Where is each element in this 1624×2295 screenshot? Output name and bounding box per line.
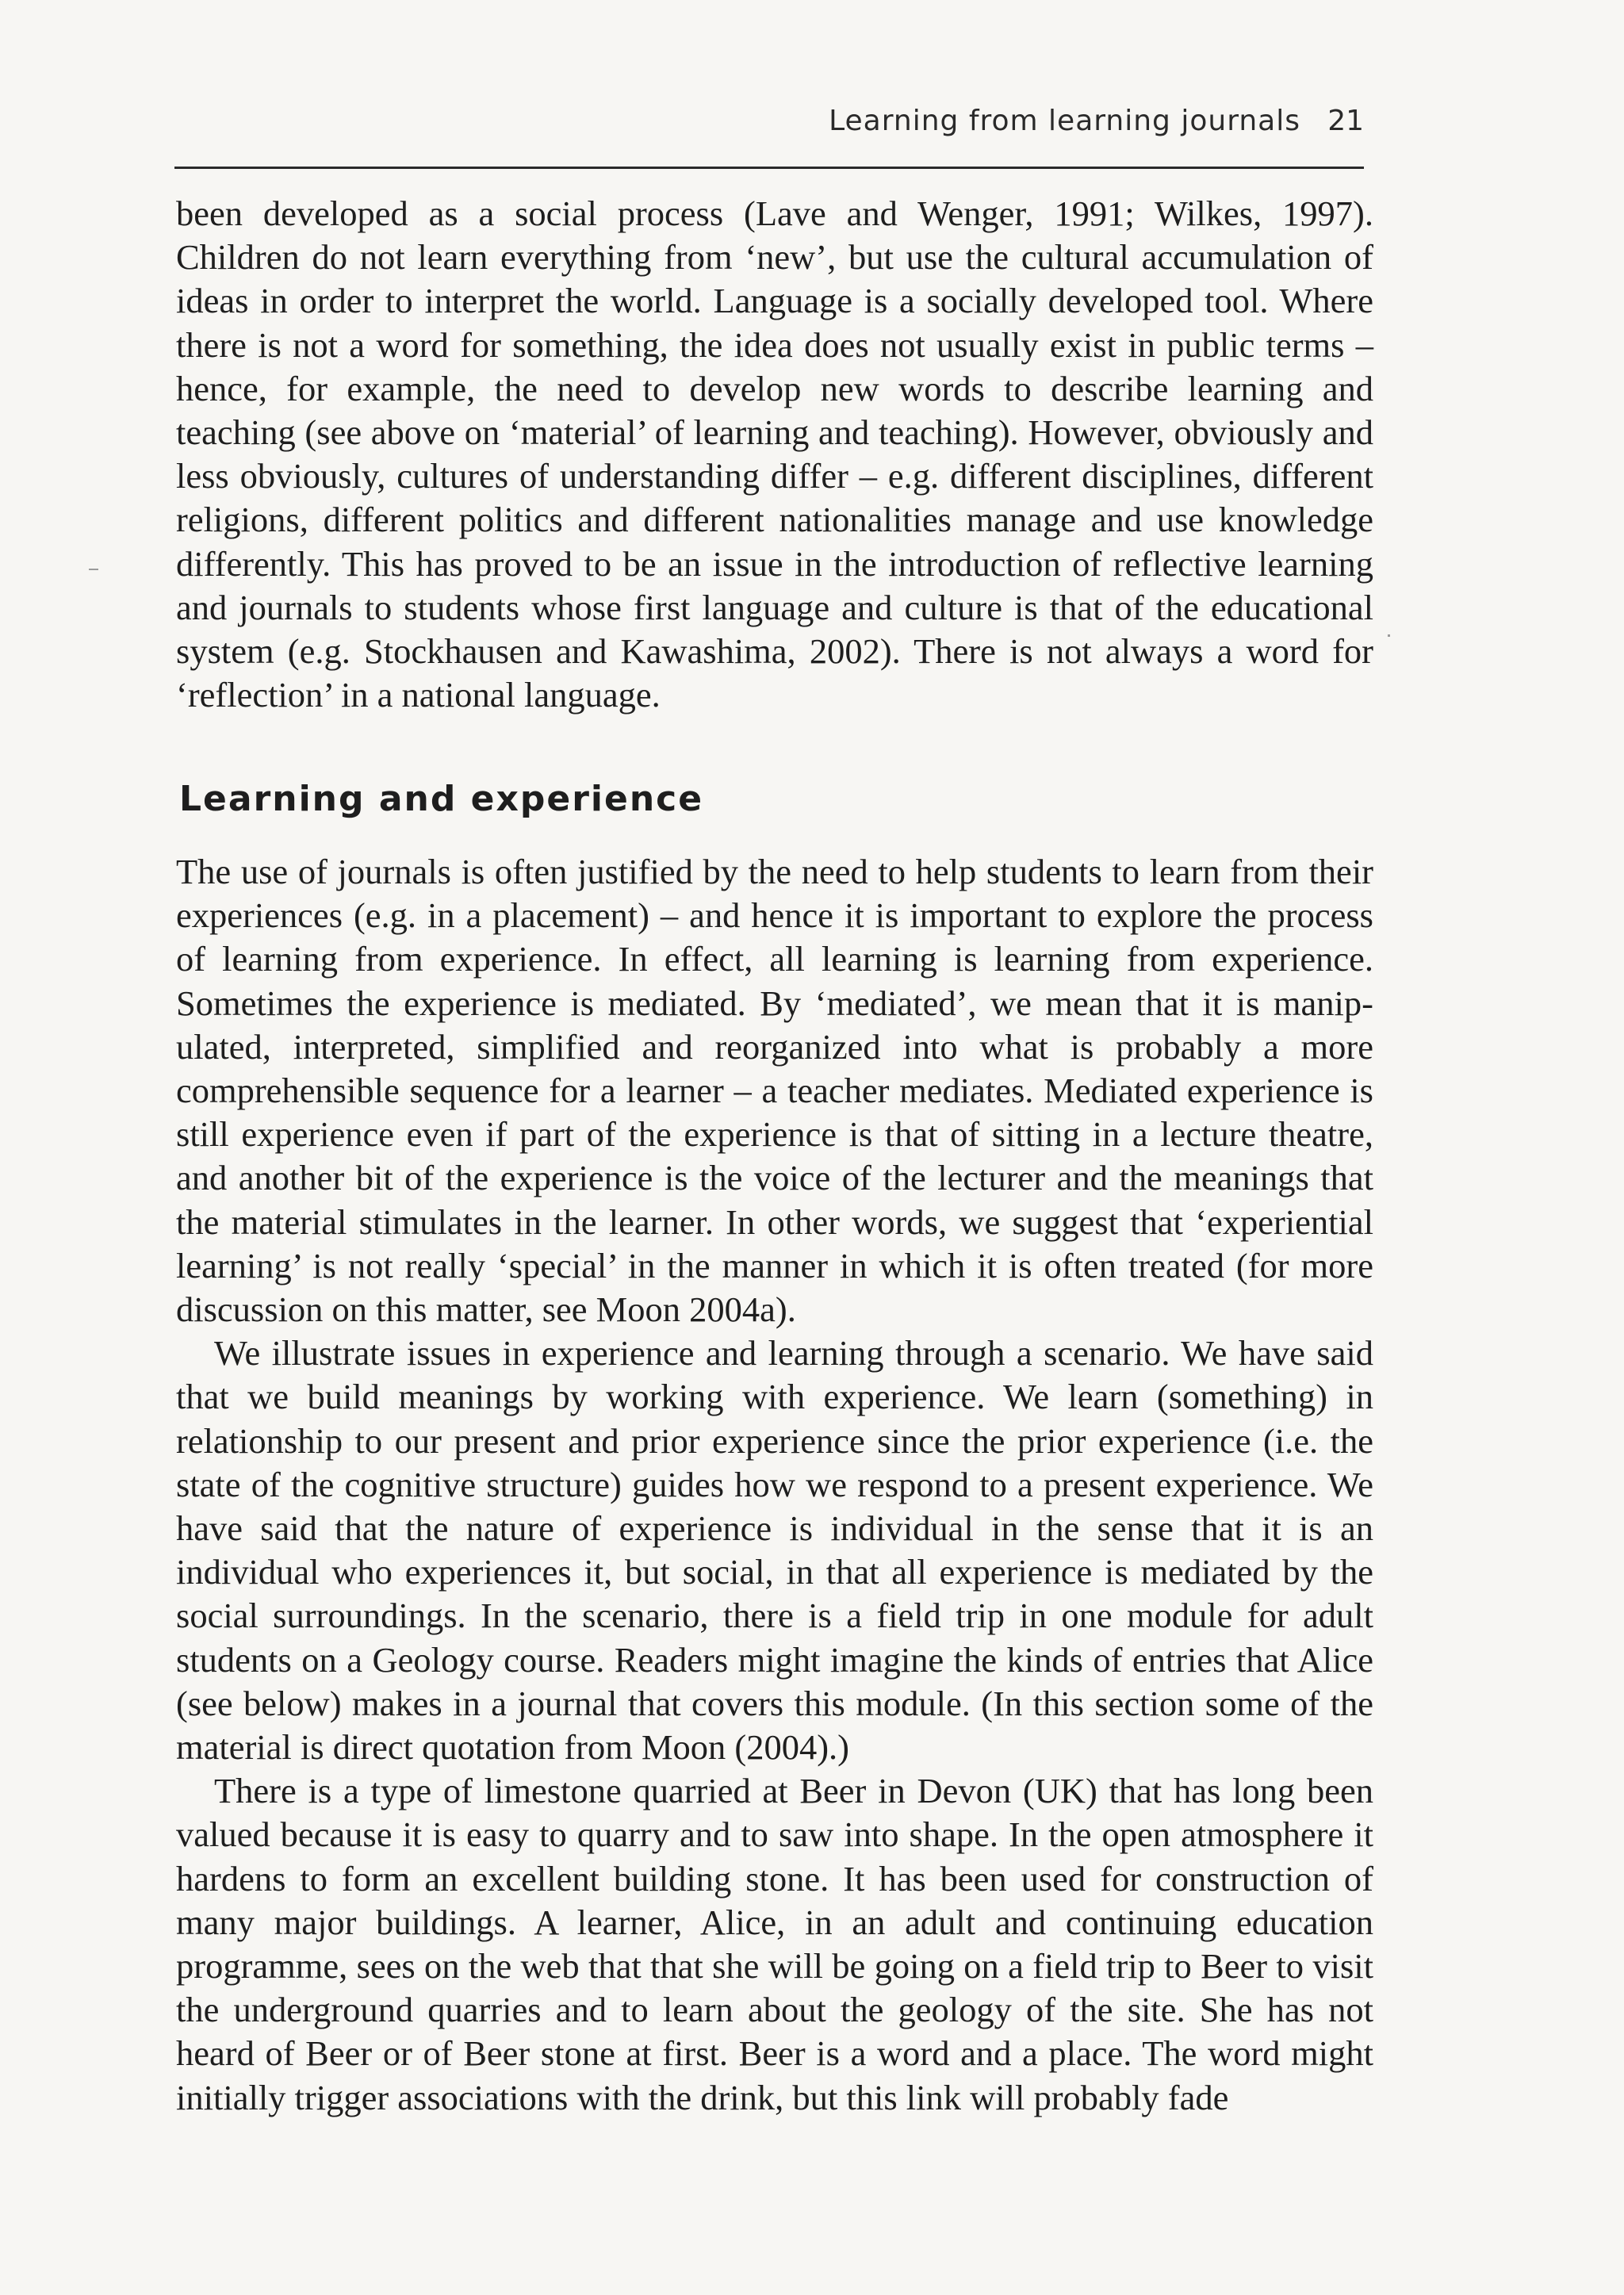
paragraph: There is a type of limestone quarried at Beer in Devon (UK) that has long been valued because it is easy to quarry and to saw into shape. In the open atmosphere it hardens to form an excellent building stone. It has been used for construction of many major buildings. A learner, Alice, in an adult and continuing education programme, sees on the web that that she will be going on a field trip to Beer to visit the underground quarries and to learn about the geology of the site. She has not heard of Beer or of Beer stone at first. Beer is a word and a place. The word might initially trigger associations with the drink, but this link will probably fade (176, 1771, 1373, 2117)
section-heading: Learning and experience (179, 779, 704, 819)
running-head (174, 95, 1364, 169)
margin-mark (1388, 634, 1390, 637)
opening-text-block (176, 192, 1373, 717)
paragraph: We illustrate issues in experience and learning through a scenario. We have said that we build meanings by working with experience. We learn (something) in relationship to our present and prior experience since the prior experience (i.e. the state of the cognitive structure) guides how we respond to a present experience. We have said that the nature of experience is individual in the sense that it is an individual who experiences it, but social, in that all experience is mediated by the social surroundings. In the scenario, there is a field trip in one module for adult students on a Geology course. Readers might imagine the kinds of entries that Alice (see below) makes in a journal that covers this module. (In this section some of the material is direct quotation from Moon (2004).) (176, 1333, 1373, 1768)
paragraph: been developed as a social process (Lave and Wenger, 1991; Wilkes, 1997). Children do not learn everything from ‘new’, but use the cultural accumulation of ideas in order to interpret the world. Language is a socially developed tool. Where there is not a word for something, the idea does not usually exist in public terms – hence, for example, the need to develop new words to describe learning and teaching (see above on ‘material’ of learning and teaching). However, obviously and less obviously, cultures of understanding differ – e.g. different disciplines, different religions, different politics and different nationalities manage and use knowledge differently. This has proved to be an issue in the introduction of reflective learning and journals to students whose first language and culture is that of the educational system (e.g. Stockhausen and Kawashima, 2002). There is not always a word for ‘reflection’ in a national language. (176, 193, 1373, 715)
paragraph: The use of journals is often justified by the need to help students to learn from their experiences (e.g. in a placement) – and hence it is important to explore the process of learning from experience. In effect, all learning is learning from experience. Sometimes the experience is mediated. By ‘mediated’, we mean that it is manipulated, interpreted, simplified and reorganized into what is probably a more comprehensible sequence for a learner – a teacher mediates. Mediated experience is still experience even if part of the experience is that of sitting in a lecture theatre, and another bit of the experience is the voice of the lecturer and the meanings that the material stimulates in the learner. In other words, we suggest that ‘experiential learning’ is not really ‘special’ in the manner in which it is often treated (for more discussion on this matter, see Moon 2004a). (176, 852, 1373, 1330)
page-number: 21 (1327, 105, 1364, 137)
running-title: Learning from learning journals (829, 105, 1300, 137)
margin-mark (89, 569, 98, 570)
section-text-block (176, 850, 1373, 2120)
